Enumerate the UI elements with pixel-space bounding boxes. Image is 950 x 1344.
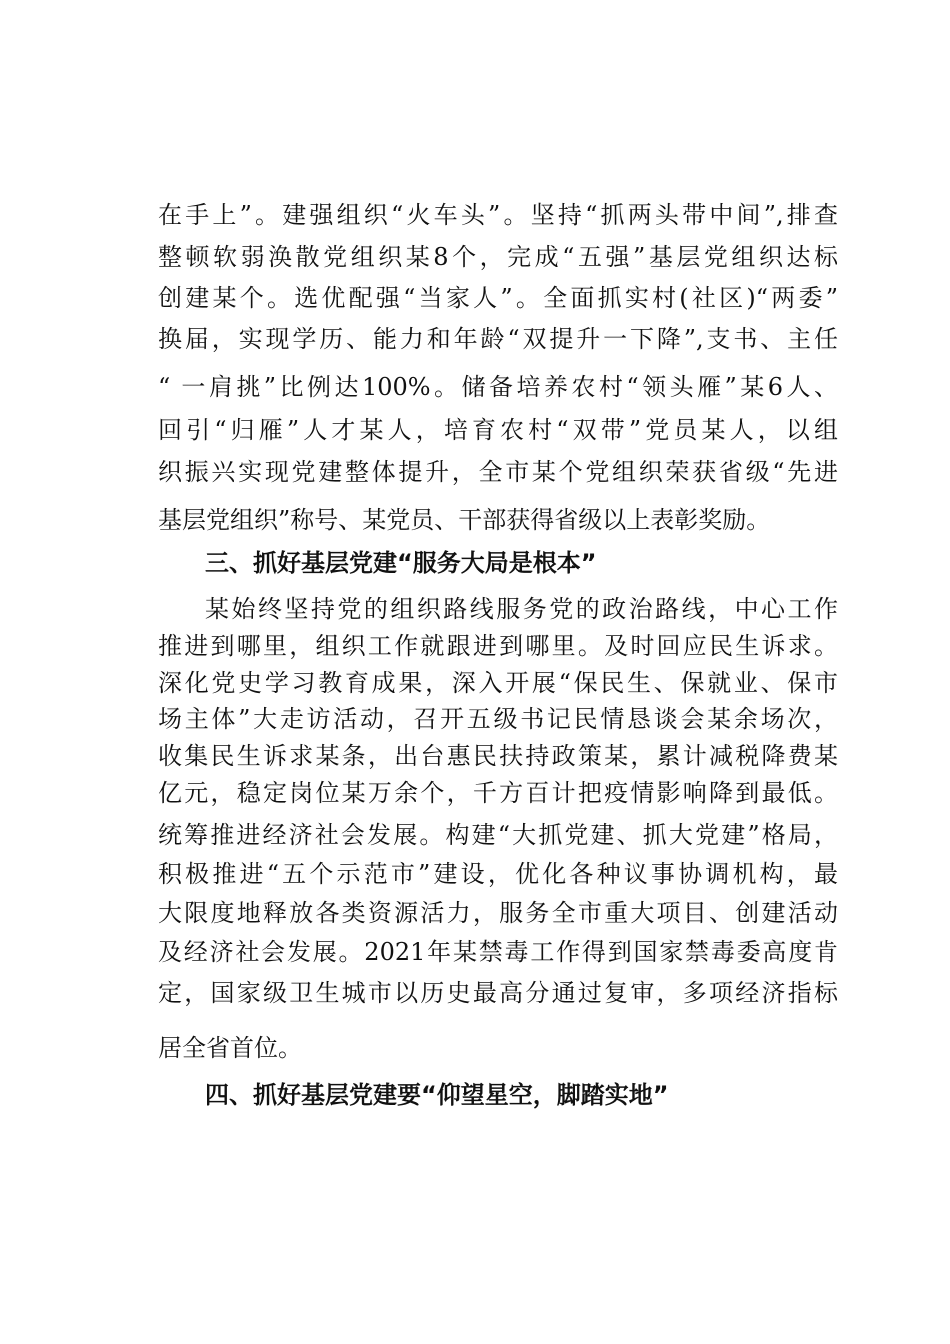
paragraph-line: 某始终坚持党的组织路线服务党的政治路线，中心工作 [205,595,838,623]
paragraph-line: 积极推进“五个示范市”建设，优化各种议事协调机构，最 [158,860,838,888]
paragraph-line: 推进到哪里，组织工作就跟进到哪里。及时回应民生诉求。 [158,632,838,660]
paragraph-line: 收集民生诉求某条，出台惠民扶持政策某，累计减税降费某 [158,742,838,770]
paragraph-line: 创建某个。选优配强“当家人”。全面抓实村(社区)“两委” [158,284,838,312]
paragraph-line: 亿元，稳定岗位某万余个，千方百计把疫情影响降到最低。 [158,779,838,807]
paragraph-line: 织振兴实现党建整体提升，全市某个党组织荣获省级“先进 [158,458,838,486]
paragraph-line: 居全省首位。 [158,1034,302,1062]
paragraph-line: 在手上”。建强组织“火车头”。坚持“抓两头带中间”,排查 [158,201,838,229]
paragraph-line: 定，国家级卫生城市以历史最高分通过复审，多项经济指标 [158,979,838,1007]
paragraph-line: 基层党组织”称号、某党员、干部获得省级以上表彰奖励。 [158,506,771,534]
paragraph-line: 及经济社会发展。2021年某禁毒工作得到国家禁毒委高度肯 [158,938,838,966]
paragraph-line: 深化党史学习教育成果，深入开展“保民生、保就业、保市 [158,669,838,697]
section-heading-3: 三、抓好基层党建“服务大局是根本” [205,549,597,577]
paragraph-line: 大限度地释放各类资源活力，服务全市重大项目、创建活动 [158,899,838,927]
section-heading-4: 四、抓好基层党建要“仰望星空，脚踏实地” [205,1081,669,1109]
paragraph-line: “ 一肩挑”比例达100%。储备培养农村“领头雁”某6人、 [158,373,838,401]
paragraph-line: 换届，实现学历、能力和年龄“双提升一下降”,支书、主任 [158,325,838,353]
paragraph-line: 回引“归雁”人才某人，培育农村“双带”党员某人，以组 [158,416,838,444]
paragraph-line: 场主体”大走访活动，召开五级书记民情恳谈会某余场次， [158,705,838,733]
paragraph-line: 整顿软弱涣散党组织某8个，完成“五强”基层党组织达标 [158,243,838,271]
paragraph-line: 统筹推进经济社会发展。构建“大抓党建、抓大党建”格局， [158,821,838,849]
